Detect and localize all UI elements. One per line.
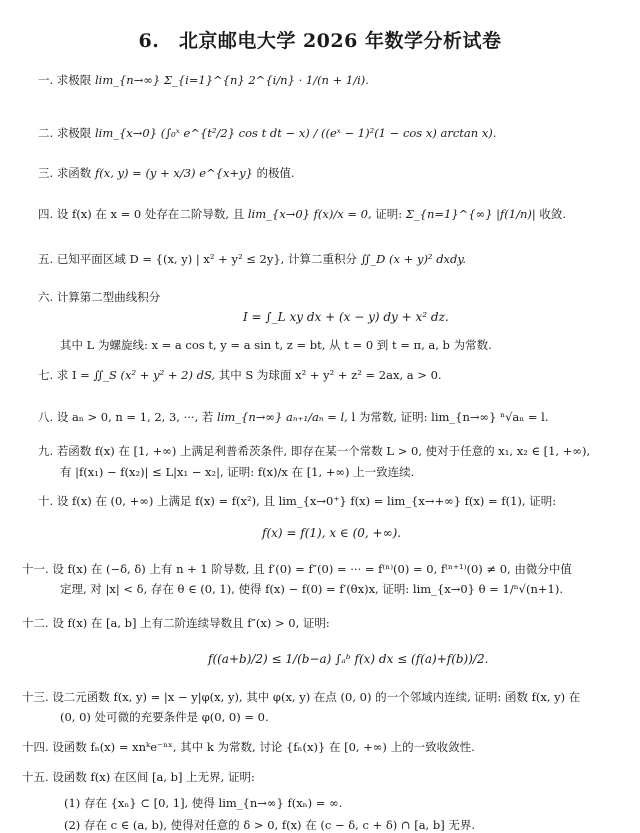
question-tail: 收敛.	[539, 207, 567, 221]
question-number: 二.	[38, 126, 54, 140]
question-8	[38, 410, 549, 425]
question-text: 求函数	[56, 166, 92, 180]
question-text: 计算第二型曲线积分	[56, 290, 161, 304]
question-math: f(x, y) = (y + x/3) e^{x+y}	[94, 166, 253, 180]
question-tail: 的极值.	[256, 166, 295, 180]
question-number: 十五.	[22, 770, 49, 784]
question-text: 设 f(x) 在 x = 0 处存在二阶导数, 且	[56, 207, 245, 221]
question-text: 设 f(x) 在 [a, b] 上有二阶连续导数且 f″(x) > 0, 证明:	[52, 616, 330, 630]
question-14	[22, 740, 475, 755]
question-text: 设 f(x) 在 (−δ, δ) 上有 n + 1 阶导数, 且 f′(0) = f″(0) = ··· = f⁽ⁿ⁾(0) = 0, f⁽ⁿ⁺¹⁾(0) ≠ 0, 由微分中值	[52, 562, 572, 576]
question-number: 八.	[38, 410, 54, 424]
question-3	[38, 166, 295, 181]
question-text: 设 f(x) 在 (0, +∞) 上满足 f(x) = f(x²), 且 lim_{x→0⁺} f(x) = lim_{x→+∞} f(x) = f(1), 证明:	[56, 494, 557, 508]
question-tail: l 为常数, 证明: lim_{n→∞} ⁿ√aₙ = l.	[351, 410, 549, 424]
question-text: 若函数 f(x) 在 [1, +∞) 上满足利普希茨条件, 即存在某一个常数 L > 0, 使对于任意的 x₁, x₂ ∈ [1, +∞),	[56, 444, 591, 458]
question-number: 六.	[38, 290, 54, 304]
question-number: 十.	[38, 494, 54, 508]
question-15-part-2: (2) 存在 c ∈ (a, b), 使得对任意的 δ > 0, f(x) 在 (c − δ, c + δ) ∩ [a, b] 无界.	[64, 818, 476, 832]
question-15-part-1: (1) 存在 {xₙ} ⊂ [0, 1], 使得 lim_{n→∞} f(xₙ) = ∞.	[64, 796, 343, 810]
question-9	[38, 444, 590, 459]
question-15	[22, 770, 255, 785]
question-number: 一.	[38, 73, 54, 87]
question-12	[22, 616, 330, 631]
question-math: ∬_S (x² + y² + 2) dS,	[93, 368, 216, 382]
question-text: 求极限	[56, 73, 92, 87]
question-11-line-2: 定理, 对 |x| < δ, 存在 θ ∈ (0, 1), 使得 f(x) − f(0) = f′(θx)x, 证明: lim_{x→0} θ = 1/ⁿ√(n+1).	[60, 582, 563, 596]
question-text: 已知平面区域 D = {(x, y) | x² + y² ≤ 2y}, 计算二重积分	[56, 252, 357, 266]
question-math: ∬_D (x + y)² dxdy.	[360, 252, 467, 266]
question-math: lim_{n→∞} Σ_{i=1}^{n} 2^{i/n} · 1/(n + 1/i).	[94, 73, 369, 87]
question-9-line-2: 有 |f(x₁) − f(x₂)| ≤ L|x₁ − x₂|, 证明: f(x)/x 在 [1, +∞) 上一致连续.	[60, 465, 415, 479]
question-text: 设二元函数 f(x, y) = |x − y|φ(x, y), 其中 φ(x, y) 在点 (0, 0) 的一个邻域内连续, 证明: 函数 f(x, y) 在	[52, 690, 581, 704]
question-13	[22, 690, 580, 705]
question-mid: 证明:	[375, 207, 403, 221]
question-text: 设 aₙ > 0, n = 1, 2, 3, ···, 若	[56, 410, 214, 424]
question-number: 七.	[38, 368, 54, 382]
question-math-2: Σ_{n=1}^{∞} |f(1/n)|	[405, 207, 536, 221]
question-number: 十三.	[22, 690, 49, 704]
question-text: 设函数 fₙ(x) = xnᵏe⁻ⁿˣ, 其中 k 为常数, 讨论 {fₙ(x)} 在 [0, +∞) 上的一致收敛性.	[52, 740, 475, 754]
question-10-display: f(x) = f(1), x ∈ (0, +∞).	[262, 526, 402, 540]
question-7	[38, 368, 442, 383]
question-number: 三.	[38, 166, 54, 180]
question-number: 四.	[38, 207, 54, 221]
question-tail: 其中 S 为球面 x² + y² + z² = 2ax, a > 0.	[218, 368, 442, 382]
question-math: lim_{x→0} f(x)/x = 0,	[247, 207, 372, 221]
question-6-line-2: 其中 L 为螺旋线: x = a cos t, y = a sin t, z = bt, 从 t = 0 到 t = π, a, b 为常数.	[60, 338, 492, 352]
question-math: lim_{x→0} (∫₀ˣ e^{t²/2} cos t dt − x) / ((eˣ − 1)²(1 − cos x) arctan x).	[94, 126, 497, 140]
question-number: 十四.	[22, 740, 49, 754]
exam-title: 6. 北京邮电大学 2026 年数学分析试卷	[138, 30, 502, 52]
question-5	[38, 252, 466, 267]
question-number: 九.	[38, 444, 54, 458]
question-11	[22, 562, 572, 577]
question-text: 设函数 f(x) 在区间 [a, b] 上无界, 证明:	[52, 770, 255, 784]
question-math: lim_{n→∞} aₙ₊₁/aₙ = l,	[217, 410, 348, 424]
question-4	[38, 207, 566, 222]
question-text: 求 I =	[56, 368, 90, 382]
question-number: 十二.	[22, 616, 49, 630]
question-13-line-2: (0, 0) 处可微的充要条件是 φ(0, 0) = 0.	[60, 710, 269, 724]
question-text: 求极限	[56, 126, 92, 140]
question-6	[38, 290, 160, 305]
question-2	[38, 126, 496, 141]
question-1	[38, 73, 369, 88]
question-number: 五.	[38, 252, 54, 266]
question-6-display: I = ∫_L xy dx + (x − y) dy + x² dz.	[243, 310, 449, 324]
question-10	[38, 494, 556, 509]
question-12-display: f((a+b)/2) ≤ 1/(b−a) ∫ₐᵇ f(x) dx ≤ (f(a)+f(b))/2.	[208, 652, 489, 666]
question-number: 十一.	[22, 562, 49, 576]
